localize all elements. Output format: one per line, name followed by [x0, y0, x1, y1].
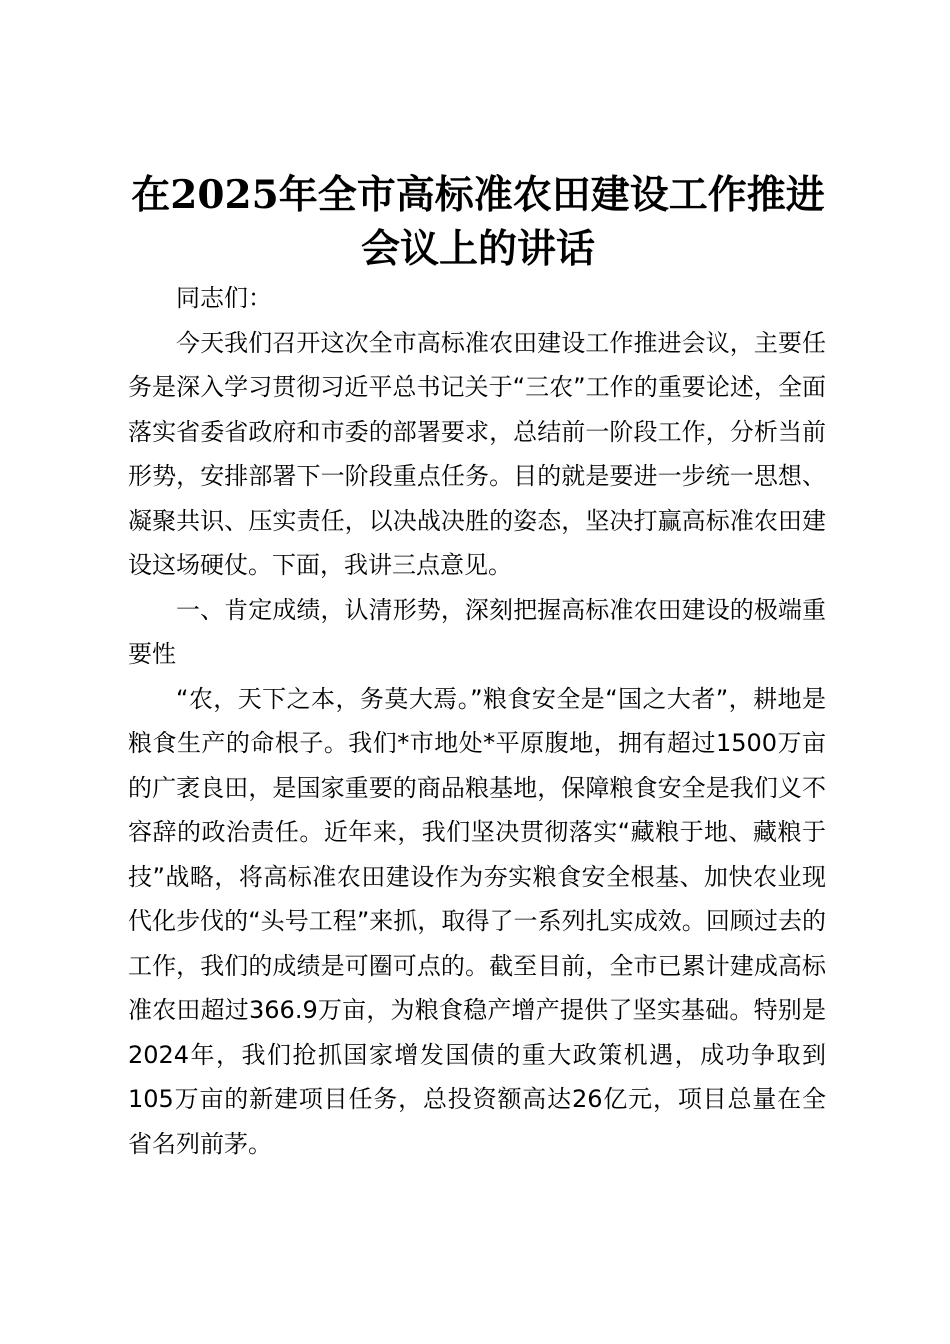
- section-heading-1: 一、肯定成绩，认清形势，深刻把握高标准农田建设的极端重要性: [128, 595, 826, 668]
- paragraph-intro: 今天我们召开这次全市高标准农田建设工作推进会议，主要任务是深入学习贯彻习近平总书记关于“三农”工作的重要论述，全面落实省委省政府和市委的部署要求，总结前一阶段工作，分析当前形势，安排部署下一阶段重点任务。目的就是要进一步统一思想、凝聚共识、压实责任，以决战决胜的姿态，坚决打赢高标准农田建设这场硬仗。下面，我讲三点意见。: [128, 328, 826, 579]
- document-title: 在2025年全市高标准农田建设工作推进会议上的讲话: [131, 172, 825, 272]
- document-body: [128, 276, 826, 1166]
- paragraph-achievements: “农，天下之本，务莫大焉。”粮食安全是“国之大者”，耕地是粮食生产的命根子。我们*市地处*平原腹地，拥有超过1500万亩的广袤良田，是国家重要的商品粮基地，保障粮食安全是我们义不容辞的政治责任。近年来，我们坚决贯彻落实“藏粮于地、藏粮于技”战略，将高标准农田建设作为夯实粮食安全根基、加快农业现代化步伐的“头号工程”来抓，取得了一系列扎实成效。回顾过去的工作，我们的成绩是可圈可点的。截至目前，全市已累计建成高标准农田超过366.9万亩，为粮食稳产增产提供了坚实基础。特别是2024年，我们抢抓国家增发国债的重大政策机遇，成功争取到105万亩的新建项目任务，总投资额高达26亿元，项目总量在全省名列前茅。: [128, 684, 826, 1158]
- salutation: 同志们：: [176, 284, 272, 312]
